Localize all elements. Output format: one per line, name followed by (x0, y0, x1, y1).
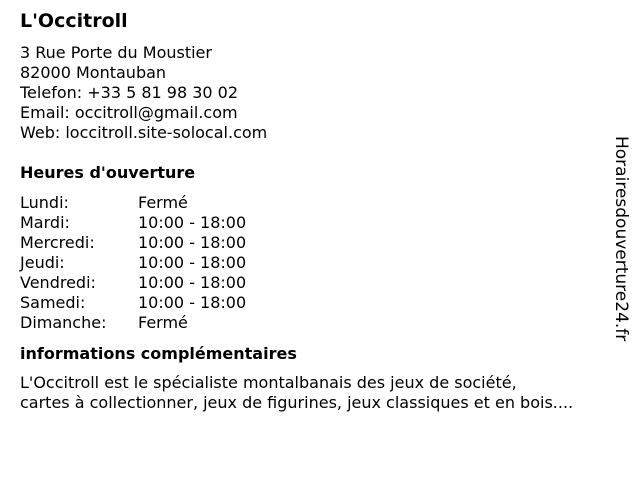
day-hours: 10:00 - 18:00 (138, 293, 247, 312)
email-line[interactable]: Email: occitroll@gmail.com (20, 103, 238, 122)
hours-row-sunday (20, 313, 610, 333)
day-label: Mercredi: (20, 233, 95, 252)
contact-block (20, 43, 610, 143)
day-hours: 10:00 - 18:00 (138, 273, 247, 292)
day-label: Jeudi: (20, 253, 65, 272)
business-name: L'Occitroll (20, 10, 128, 32)
day-label: Vendredi: (20, 273, 96, 292)
business-card (20, 8, 610, 413)
address-city: 82000 Montauban (20, 63, 167, 82)
hours-row-saturday (20, 293, 610, 313)
day-hours: Fermé (138, 313, 188, 332)
day-label: Dimanche: (20, 313, 107, 332)
day-hours: 10:00 - 18:00 (138, 213, 247, 232)
hours-row-friday (20, 273, 610, 293)
info-description (20, 373, 610, 413)
hours-row-monday (20, 193, 610, 213)
info-line: L'Occitroll est le spécialiste montalbanais des jeux de société, (20, 373, 517, 392)
day-hours: 10:00 - 18:00 (138, 253, 247, 272)
side-brand-text: Horairesdouverture24.fr (611, 136, 631, 342)
web-line[interactable]: Web: loccitroll.site-solocal.com (20, 123, 268, 142)
day-label: Mardi: (20, 213, 70, 232)
side-brand-watermark (603, 136, 637, 372)
address-street: 3 Rue Porte du Moustier (20, 43, 212, 62)
info-heading: informations complémentaires (20, 344, 297, 363)
hours-row-wednesday (20, 233, 610, 253)
day-label: Samedi: (20, 293, 86, 312)
day-hours: 10:00 - 18:00 (138, 233, 247, 252)
hours-row-tuesday (20, 213, 610, 233)
info-line: cartes à collectionner, jeux de figurines, jeux classiques et en bois.... (20, 393, 574, 412)
hours-row-thursday (20, 253, 610, 273)
day-label: Lundi: (20, 193, 69, 212)
hours-table (20, 193, 610, 333)
day-hours: Fermé (138, 193, 188, 212)
hours-heading: Heures d'ouverture (20, 163, 196, 182)
phone-line[interactable]: Telefon: +33 5 81 98 30 02 (20, 83, 239, 102)
